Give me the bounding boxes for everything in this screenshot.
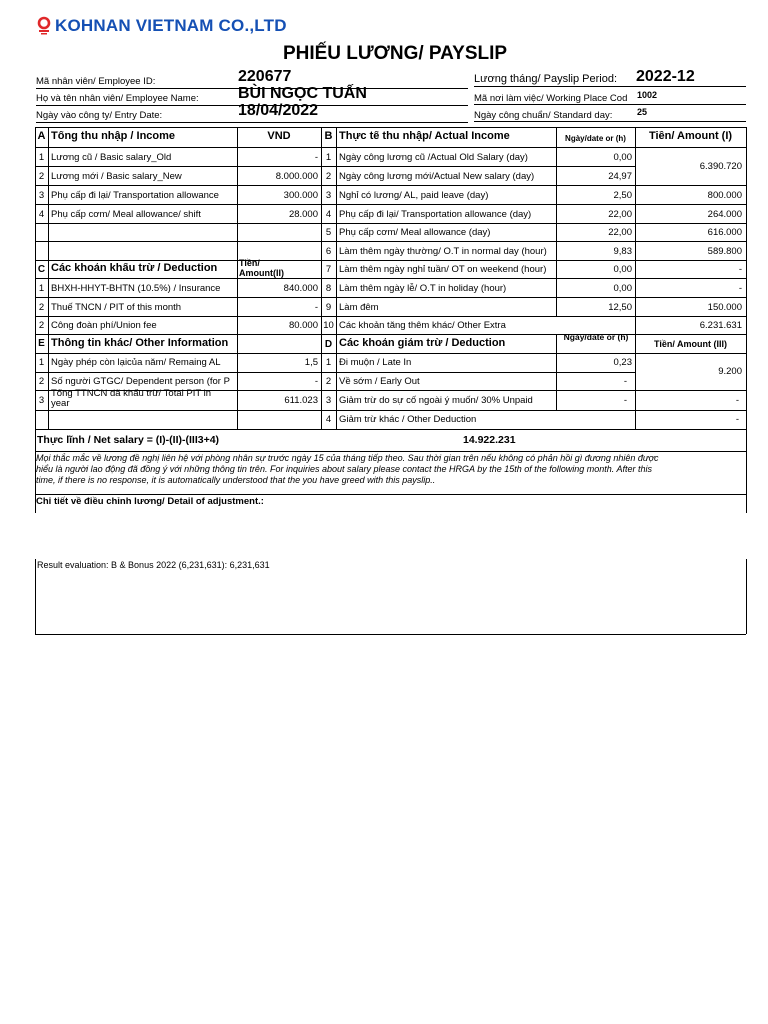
other-info-row-value: 1,5 — [304, 357, 318, 368]
company-name: KOHNAN VIETNAM CO.,LTD — [55, 16, 287, 35]
actual-row-no: 4 — [325, 209, 332, 220]
actual-row-no: 6 — [325, 246, 332, 257]
net-salary-value: 14.922.231 — [463, 435, 516, 446]
actual-row-label: Các khoản tăng thêm khác/ Other Extra — [339, 320, 506, 331]
deduction-d-row-label: Giảm trừ khác / Other Deduction — [339, 414, 477, 425]
income-row-no: 1 — [38, 152, 45, 163]
deduction-c-row-no: 2 — [38, 302, 45, 313]
deduction-d-amount-header: Tiền/ Amount (III) — [654, 339, 727, 349]
income-title: Tổng thu nhập / Income — [51, 131, 176, 142]
actual-row-days: 9,83 — [613, 246, 632, 257]
actual-row-no: 8 — [325, 283, 332, 294]
actual-amount-header: Tiền/ Amount (I) — [648, 131, 733, 142]
inquiry-note-line: hiểu là người lao động đã đồng ý với những thông tin trên. For inquiries about salary please contact the HRGA by the 15th of the following month. After this — [36, 464, 652, 474]
income-row-value: 28.000 — [288, 209, 318, 220]
actual-row-days: 0,00 — [613, 152, 632, 163]
period-value: 2022-12 — [636, 68, 695, 85]
page-title: PHIẾU LƯƠNG/ PAYSLIP — [282, 43, 508, 64]
deduction-d-row-amount: - — [735, 395, 739, 406]
deduction-d-row-no: 4 — [325, 414, 332, 425]
deduction-d-days-header: Ngày/date or (h) — [563, 333, 629, 342]
deduction-d-letter: D — [324, 339, 333, 350]
actual-row-days: 24,97 — [608, 171, 632, 182]
result-evaluation: Result evaluation: B & Bonus 2022 (6,231,631): 6,231,631 — [37, 560, 270, 570]
actual-row-no: 1 — [325, 152, 332, 163]
actual-row-days: 12,50 — [608, 302, 632, 313]
deduction-c-letter: C — [37, 264, 46, 275]
employee-id-label: Mã nhân viên/ Employee ID: — [36, 76, 156, 87]
actual-salary-amount: 6.390.720 — [699, 161, 742, 172]
workplace-value: 1002 — [637, 90, 658, 100]
deduction-d-row-no: 2 — [325, 376, 332, 387]
actual-days-header: Ngày/date or (h) — [565, 134, 626, 143]
actual-row-no: 10 — [323, 320, 334, 331]
actual-row-amount: 150.000 — [707, 302, 742, 313]
period-label: Lương tháng/ Payslip Period: — [474, 73, 617, 85]
deduction-c-row-value: 840.000 — [283, 283, 318, 294]
actual-row-amount: 6.231.631 — [699, 320, 742, 331]
adjustment-label: Chi tiết về điều chỉnh lương/ Detail of adjustment.: — [36, 496, 264, 507]
entry-date-value: 18/04/2022 — [238, 102, 319, 119]
actual-row-days: 22,00 — [608, 227, 632, 238]
other-info-row-value: 611.023 — [284, 395, 318, 406]
actual-row-label: Ngày công lương mới/Actual New salary (day) — [339, 171, 535, 182]
deduction-c-row-value: 80.000 — [288, 320, 318, 331]
actual-row-amount: 264.000 — [707, 209, 742, 220]
income-row-label: Lương cũ / Basic salary_Old — [51, 152, 172, 163]
income-row-value: 300.000 — [283, 190, 318, 201]
deduction-d-row-no: 3 — [325, 395, 332, 406]
actual-row-label: Làm thêm ngày lễ/ O.T in holiday (hour) — [339, 283, 507, 294]
deduction-c-row-label: Thuế TNCN / PIT of this month — [51, 302, 182, 313]
actual-row-amount: - — [738, 283, 742, 294]
income-row-no: 3 — [38, 190, 45, 201]
income-currency: VND — [267, 131, 291, 142]
deduction-c-row-label: Công đoàn phí/Union fee — [51, 320, 157, 331]
other-info-row-label: Tổng TTNCN đã khấu trừ/ Total PIT in year — [51, 389, 212, 409]
inquiry-note-line: time, if there is no response, it is automatically understood that the you have greed with this payslip.. — [36, 475, 436, 485]
company-logo — [37, 16, 287, 36]
deduction-d-row-no: 1 — [325, 357, 332, 368]
inquiry-note — [36, 453, 744, 486]
employee-id-value: 220677 — [238, 68, 292, 85]
deduction-d-title: Các khoản giảm trừ / Deduction — [339, 338, 506, 349]
other-info-row-label: Số người GTGC/ Dependent person (for P — [51, 376, 230, 387]
other-info-title: Thông tin khác/ Other Information — [51, 338, 229, 349]
income-row-value: 8.000.000 — [275, 171, 318, 182]
actual-row-amount: 616.000 — [707, 227, 742, 238]
other-info-letter: E — [38, 338, 45, 349]
actual-row-label: Ngày công lương cũ /Actual Old Salary (day) — [339, 152, 528, 163]
actual-row-label: Phụ cấp cơm/ Meal allowance (day) — [339, 227, 491, 238]
deduction-d-row-label: Giảm trừ do sự cố ngoài ý muốn/ 30% Unpaid — [339, 395, 533, 406]
actual-row-days: 0,00 — [613, 264, 632, 275]
deduction-c-amount-header: Tiền/ Amount(II) — [239, 258, 284, 278]
other-info-row-no: 1 — [38, 357, 45, 368]
other-info-row-label: Ngày phép còn lạicủa năm/ Remaing AL — [51, 357, 221, 368]
income-row-label: Phụ cấp đi lại/ Transportation allowance — [51, 190, 219, 201]
actual-row-amount: 589.800 — [707, 246, 742, 257]
deduction-d-row-amount: - — [735, 414, 739, 425]
actual-title: Thực tế thu nhập/ Actual Income — [339, 131, 510, 142]
actual-row-no: 2 — [325, 171, 332, 182]
income-row-label: Phụ cấp cơm/ Meal allowance/ shift — [51, 209, 201, 220]
inquiry-note-line: Mọi thắc mắc về lương đề nghị liên hệ với phòng nhân sự trước ngày 15 của tháng tiếp theo. Sau thời gian trên nếu không có phản hồi gì đương nhiên được — [36, 453, 659, 463]
actual-row-days: 2,50 — [613, 190, 632, 201]
deduction-d-row-label: Đi muộn / Late In — [339, 357, 412, 368]
workplace-label: Mã nơi làm việc/ Working Place Cod — [474, 93, 628, 104]
actual-row-amount: 800.000 — [707, 190, 742, 201]
income-row-no: 4 — [38, 209, 45, 220]
actual-row-label: Làm thêm ngày thường/ O.T in normal day (hour) — [339, 246, 547, 257]
standard-day-label: Ngày công chuẩn/ Standard day: — [474, 110, 613, 121]
actual-row-label: Phụ cấp đi lại/ Transportation allowance (day) — [339, 209, 532, 220]
income-row-value: - — [314, 152, 318, 163]
actual-row-label: Làm thêm ngày nghỉ tuần/ OT on weekend (hour) — [339, 264, 547, 275]
deduction-c-title: Các khoản khấu trừ / Deduction — [51, 263, 218, 274]
actual-row-no: 7 — [325, 264, 332, 275]
actual-row-no: 3 — [325, 190, 332, 201]
deduction-d-row-days: - — [623, 395, 627, 406]
other-info-row-no: 2 — [38, 376, 45, 387]
other-info-row-no: 3 — [38, 395, 45, 406]
actual-row-no: 9 — [325, 302, 332, 313]
deduction-c-row-value: - — [314, 302, 318, 313]
kohnan-logo-icon — [37, 16, 51, 36]
employee-name-label: Họ và tên nhân viên/ Employee Name: — [36, 93, 199, 104]
employee-name-value: BÙI NGỌC TUẤN — [238, 85, 367, 102]
actual-row-no: 5 — [325, 227, 332, 238]
actual-row-days: 22,00 — [608, 209, 632, 220]
income-letter: A — [37, 131, 46, 142]
other-info-row-value: - — [314, 376, 318, 387]
deduction-d-row-days: 0,23 — [613, 357, 632, 368]
deduction-c-row-no: 1 — [38, 283, 45, 294]
deduction-d-row-label: Về sớm / Early Out — [339, 376, 420, 387]
deduction-c-row-label: BHXH-HHYT-BHTN (10.5%) / Insurance — [51, 283, 221, 294]
income-row-label: Lương mới / Basic salary_New — [51, 171, 182, 182]
deduction-d-late-early-amount: 9.200 — [718, 366, 742, 377]
entry-date-label: Ngày vào công ty/ Entry Date: — [36, 110, 163, 121]
deduction-c-row-no: 2 — [38, 320, 45, 331]
actual-row-label: Làm đêm — [339, 302, 379, 313]
income-row-no: 2 — [38, 171, 45, 182]
actual-letter: B — [324, 131, 333, 142]
actual-row-days: 0,00 — [613, 283, 632, 294]
net-salary-label: Thực lĩnh / Net salary = (I)-(II)-(III3+4) — [37, 435, 220, 446]
actual-row-label: Nghỉ có lương/ AL, paid leave (day) — [339, 190, 489, 201]
standard-day-value: 25 — [637, 107, 648, 117]
deduction-d-row-days: - — [623, 376, 627, 387]
actual-row-amount: - — [738, 264, 742, 275]
